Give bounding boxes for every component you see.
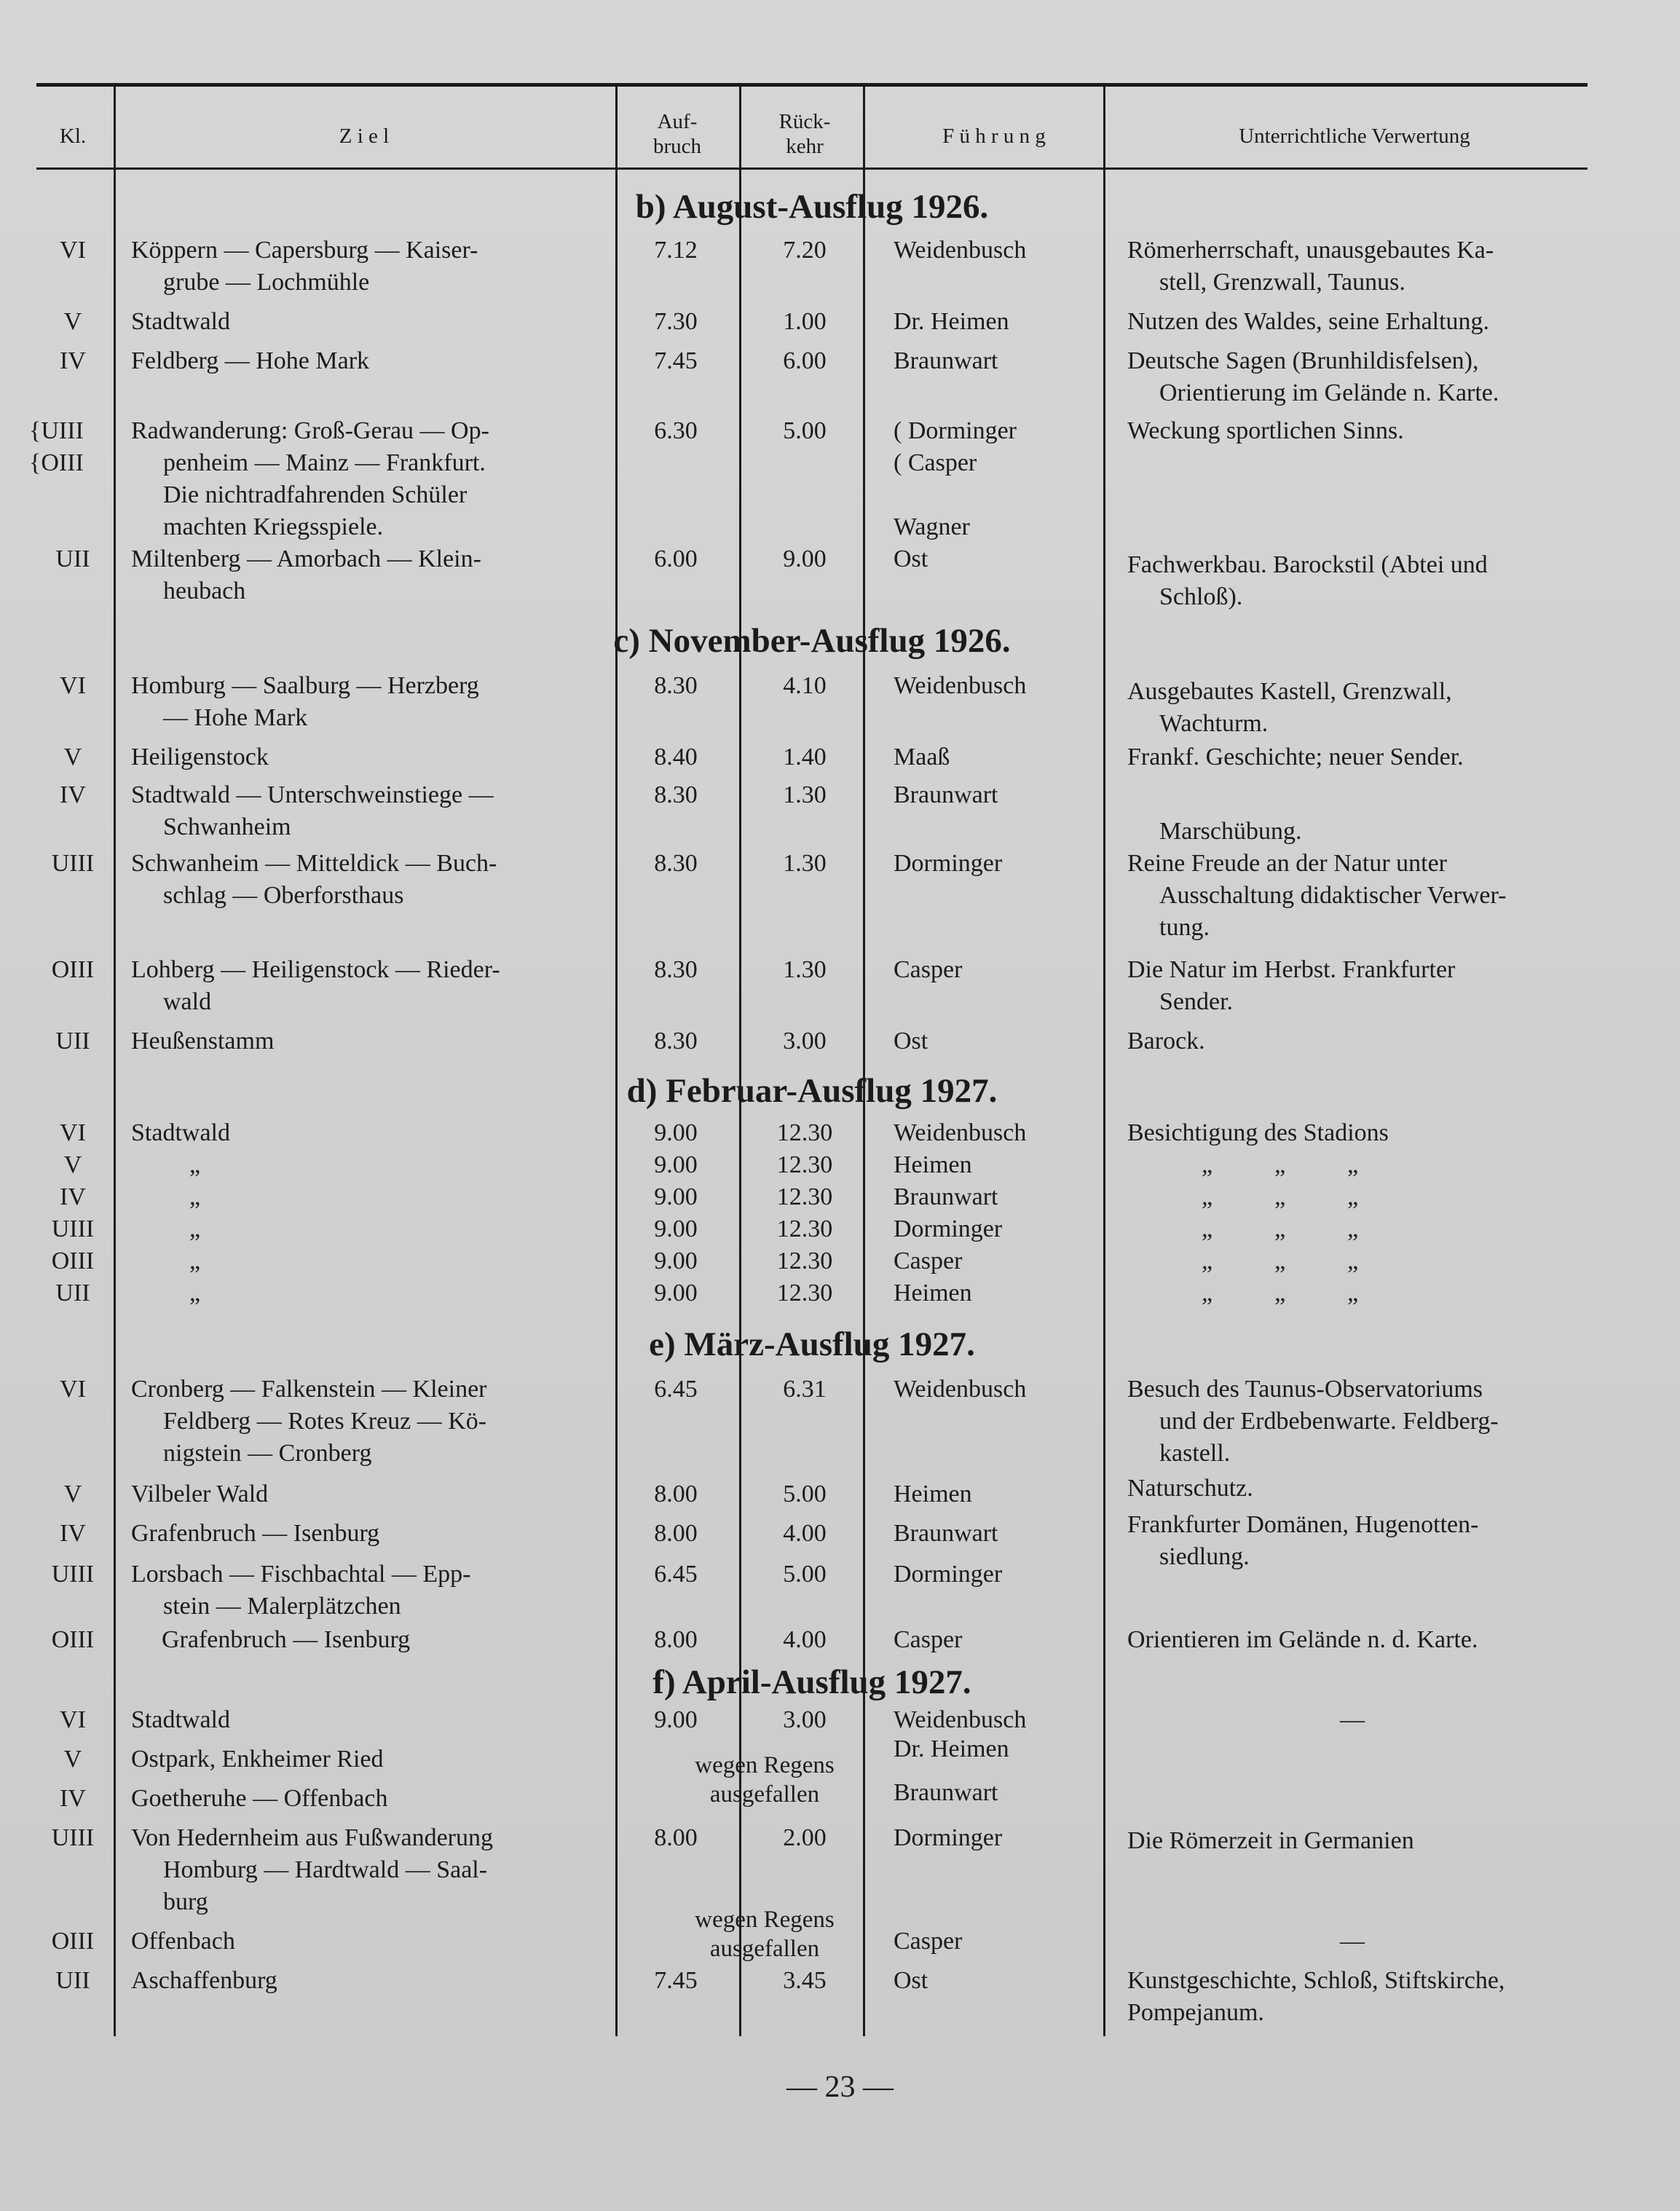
cell-kl: OIII (51, 956, 95, 983)
cell-fuehrung: Maaß (894, 744, 950, 770)
cell-aufbruch: 9.00 (654, 1151, 698, 1178)
cell-fuehrung: Casper (894, 1928, 963, 1955)
cell-ziel: „ (189, 1183, 201, 1210)
cell-ziel: „ (189, 1215, 201, 1242)
cell-kl: UII (55, 1967, 90, 1994)
cell-kl: UIII (51, 1215, 95, 1242)
header-rueckkehr: Rück- kehr (778, 110, 831, 158)
column-rule (615, 84, 618, 2036)
cell-fuehrung: Weidenbusch (894, 1119, 1027, 1146)
cell-fuehrung: Ost (894, 1967, 928, 1994)
cell-verwertung: — (1340, 1706, 1365, 1733)
cell-kl: IV (60, 1520, 86, 1547)
cell-ziel: Ostpark, Enkheimer Ried (131, 1746, 384, 1773)
cell-kl: UII (55, 1280, 90, 1306)
cell-aufbruch: 8.00 (654, 1481, 698, 1508)
cell-rueckkehr: 6.00 (783, 347, 827, 374)
cell-kl: {UIII {OIII (29, 417, 84, 476)
cell-rueckkehr: 4.00 (783, 1520, 827, 1547)
cell-aufbruch: 9.00 (654, 1280, 698, 1306)
cell-verwertung: Reine Freude an der Natur unter Ausschaltung didaktischer Verwer- tung. (1127, 850, 1507, 941)
cell-ziel: Grafenbruch — Isenburg (131, 1520, 380, 1547)
cell-kl: IV (60, 1785, 86, 1812)
cell-aufbruch: 8.30 (654, 850, 698, 877)
cell-verwertung: Naturschutz. (1127, 1475, 1253, 1502)
cell-aufbruch: 7.45 (654, 1967, 698, 1994)
cell-fuehrung: Casper (894, 1626, 963, 1653)
cell-aufbruch: 8.40 (654, 744, 698, 770)
header-kl: Kl. (59, 125, 87, 148)
header-rule (36, 168, 1588, 170)
cell-rueckkehr: 4.10 (783, 672, 827, 699)
cell-kl: OIII (51, 1626, 95, 1653)
cell-aufbruch: 9.00 (654, 1183, 698, 1210)
cell-kl: VI (60, 1706, 86, 1733)
cell-aufbruch: 8.30 (654, 1028, 698, 1055)
cell-ziel: Grafenbruch — Isenburg (162, 1626, 411, 1653)
cell-fuehrung: Ost (894, 545, 928, 572)
cell-kl: IV (60, 781, 86, 808)
cell-rueckkehr: 1.00 (783, 308, 827, 335)
cell-rueckkehr: 12.30 (776, 1119, 833, 1146)
cell-verwertung: „ „ „ (1202, 1151, 1359, 1178)
cell-fuehrung: Ost (894, 1028, 928, 1055)
column-rule (739, 84, 741, 2036)
cell-aufbruch: 8.00 (654, 1824, 698, 1851)
cell-fuehrung: Weidenbusch (894, 237, 1027, 264)
cell-fuehrung: Braunwart (894, 1183, 998, 1210)
section-heading: e) März-Ausflug 1927. (649, 1325, 975, 1363)
cell-fuehrung: Dorminger (894, 850, 1003, 877)
cell-verwertung: Die Römerzeit in Germanien (1127, 1827, 1414, 1854)
cell-rueckkehr: 3.45 (783, 1967, 827, 1994)
section-heading: c) November-Ausflug 1926. (613, 622, 1011, 660)
cell-ziel: Lorsbach — Fischbachtal — Epp- stein — Malerplätzchen (131, 1561, 471, 1620)
cell-kl: VI (60, 1376, 86, 1403)
cancelled-note: wegen Regens ausgefallen (695, 1907, 835, 1962)
cell-fuehrung: Weidenbusch (894, 1376, 1027, 1403)
cell-verwertung: Frankfurter Domänen, Hugenotten- siedlung. (1127, 1511, 1479, 1570)
cell-kl: VI (60, 672, 86, 699)
cell-ziel: „ (189, 1280, 201, 1306)
cell-rueckkehr: 1.40 (783, 744, 827, 770)
cell-fuehrung: Casper (894, 1248, 963, 1274)
cell-ziel: Homburg — Saalburg — Herzberg — Hohe Mark (131, 672, 479, 731)
cell-kl: V (63, 308, 82, 335)
cell-kl: IV (60, 1183, 86, 1210)
cell-verwertung: Marschübung. (1159, 818, 1302, 845)
cell-fuehrung: Dorminger (894, 1215, 1003, 1242)
cancelled-note: wegen Regens ausgefallen (695, 1752, 835, 1808)
cell-verwertung: Frankf. Geschichte; neuer Sender. (1127, 744, 1464, 770)
cell-aufbruch: 7.45 (654, 347, 698, 374)
cell-verwertung: Deutsche Sagen (Brunhildisfelsen), Orientierung im Gelände n. Karte. (1127, 347, 1499, 406)
cell-ziel: Schwanheim — Mitteldick — Buch- schlag — Oberforsthaus (131, 850, 497, 909)
cell-aufbruch: 6.45 (654, 1376, 698, 1403)
cell-fuehrung: Casper (894, 956, 963, 983)
cell-rueckkehr: 2.00 (783, 1824, 827, 1851)
section-heading: d) Februar-Ausflug 1927. (626, 1072, 998, 1110)
header-aufbruch: Auf- bruch (652, 110, 702, 158)
cell-ziel: Vilbeler Wald (131, 1481, 269, 1508)
cell-ziel: Heußenstamm (131, 1028, 275, 1055)
cell-verwertung: Besichtigung des Stadions (1127, 1119, 1389, 1146)
cell-rueckkehr: 12.30 (776, 1183, 833, 1210)
cell-kl: OIII (51, 1928, 95, 1955)
cell-ziel: Stadtwald (131, 1706, 230, 1733)
cell-fuehrung: Braunwart (894, 1779, 998, 1806)
cell-ziel: Stadtwald (131, 308, 230, 335)
top-rule (36, 83, 1588, 87)
cell-aufbruch: 8.30 (654, 672, 698, 699)
cell-verwertung: Besuch des Taunus-Observatoriums und der Erdbebenwarte. Feldberg- kastell. (1127, 1376, 1499, 1467)
cell-ziel: Offenbach (131, 1928, 235, 1955)
cell-ziel: Von Hedernheim aus Fußwanderung Homburg — Hardtwald — Saal- burg (131, 1824, 494, 1915)
cell-ziel: Miltenberg — Amorbach — Klein- heubach (131, 545, 481, 604)
cell-aufbruch: 9.00 (654, 1248, 698, 1274)
cell-verwertung: Die Natur im Herbst. Frankfurter Sender. (1127, 956, 1456, 1015)
cell-verwertung: Orientieren im Gelände n. d. Karte. (1127, 1626, 1478, 1653)
cell-kl: V (63, 1746, 82, 1773)
cell-ziel: Stadtwald — Unterschweinstiege — Schwanheim (131, 781, 494, 840)
cell-kl: OIII (51, 1248, 95, 1274)
cell-verwertung: Weckung sportlichen Sinns. (1127, 417, 1404, 444)
cell-verwertung: „ „ „ (1202, 1280, 1359, 1306)
cell-verwertung: „ „ „ (1202, 1183, 1359, 1210)
cell-rueckkehr: 5.00 (783, 1481, 827, 1508)
cell-fuehrung: Heimen (894, 1151, 972, 1178)
cell-ziel: Feldberg — Hohe Mark (131, 347, 370, 374)
cell-ziel: „ (189, 1248, 201, 1274)
cell-fuehrung: Braunwart (894, 347, 998, 374)
cell-rueckkehr: 3.00 (783, 1028, 827, 1055)
cell-verwertung: Fachwerkbau. Barockstil (Abtei und Schloß). (1127, 551, 1488, 610)
cell-kl: VI (60, 1119, 86, 1146)
header-verwertung: Unterrichtliche Verwertung (1239, 125, 1470, 148)
cell-verwertung: „ „ „ (1202, 1215, 1359, 1242)
cell-ziel: Lohberg — Heiligenstock — Rieder- wald (131, 956, 500, 1015)
cell-verwertung: Nutzen des Waldes, seine Erhaltung. (1127, 308, 1490, 335)
cell-aufbruch: 6.45 (654, 1561, 698, 1588)
cell-kl: V (63, 1481, 82, 1508)
cell-aufbruch: 8.00 (654, 1626, 698, 1653)
cell-aufbruch: 8.30 (654, 781, 698, 808)
cell-ziel: Cronberg — Falkenstein — Kleiner Feldberg — Rotes Kreuz — Kö- nigstein — Cronberg (131, 1376, 487, 1467)
cell-aufbruch: 9.00 (654, 1119, 698, 1146)
cell-rueckkehr: 1.30 (783, 956, 827, 983)
cell-kl: UIII (51, 1561, 95, 1588)
cell-ziel: „ (189, 1151, 201, 1178)
cell-fuehrung: Braunwart (894, 781, 998, 808)
cell-verwertung: Römerherrschaft, unausgebautes Ka- stell, Grenzwall, Taunus. (1127, 237, 1494, 296)
cell-rueckkehr: 12.30 (776, 1215, 833, 1242)
section-heading: f) April-Ausflug 1927. (652, 1663, 971, 1701)
cell-kl: UII (55, 545, 90, 572)
cell-aufbruch: 9.00 (654, 1706, 698, 1733)
cell-verwertung: Ausgebautes Kastell, Grenzwall, Wachturm. (1127, 678, 1452, 737)
cell-aufbruch: 7.30 (654, 308, 698, 335)
cell-fuehrung: ( Dorminger ( Casper Wagner (894, 417, 1017, 540)
cell-fuehrung: Weidenbusch (894, 1706, 1027, 1733)
cell-rueckkehr: 7.20 (783, 237, 827, 264)
cell-aufbruch: 9.00 (654, 1215, 698, 1242)
cell-aufbruch: 8.00 (654, 1520, 698, 1547)
cell-rueckkehr: 6.31 (783, 1376, 827, 1403)
cell-aufbruch: 7.12 (654, 237, 698, 264)
cell-rueckkehr: 9.00 (783, 545, 827, 572)
cell-ziel: Goetheruhe — Offenbach (131, 1785, 388, 1812)
header-ziel: Z i e l (339, 125, 390, 148)
cell-verwertung: „ „ „ (1202, 1248, 1359, 1274)
cell-verwertung: — (1340, 1928, 1365, 1955)
cell-fuehrung: Dr. Heimen (894, 1735, 1009, 1762)
cell-ziel: Stadtwald (131, 1119, 230, 1146)
cell-ziel: Köppern — Capersburg — Kaiser- grube — Lochmühle (131, 237, 478, 296)
cell-rueckkehr: 5.00 (783, 417, 827, 444)
header-fuehrung: F ü h r u n g (942, 125, 1046, 148)
cell-rueckkehr: 12.30 (776, 1151, 833, 1178)
cell-rueckkehr: 5.00 (783, 1561, 827, 1588)
cell-kl: V (63, 1151, 82, 1178)
cell-verwertung: Kunstgeschichte, Schloß, Stiftskirche, Pompejanum. (1127, 1967, 1505, 2026)
cell-ziel: Heiligenstock (131, 744, 269, 770)
cell-kl: UII (55, 1028, 90, 1055)
cell-fuehrung: Dorminger (894, 1824, 1003, 1851)
cell-fuehrung: Weidenbusch (894, 672, 1027, 699)
column-rule (863, 84, 865, 2036)
cell-kl: IV (60, 347, 86, 374)
cell-rueckkehr: 12.30 (776, 1248, 833, 1274)
cell-fuehrung: Heimen (894, 1280, 972, 1306)
cell-verwertung: Barock. (1127, 1028, 1205, 1055)
cell-rueckkehr: 4.00 (783, 1626, 827, 1653)
cell-rueckkehr: 1.30 (783, 781, 827, 808)
cell-ziel: Aschaffenburg (131, 1967, 277, 1994)
cell-kl: UIII (51, 1824, 95, 1851)
cell-fuehrung: Dr. Heimen (894, 308, 1009, 335)
cell-rueckkehr: 12.30 (776, 1280, 833, 1306)
cell-fuehrung: Heimen (894, 1481, 972, 1508)
cell-kl: VI (60, 237, 86, 264)
cell-aufbruch: 6.00 (654, 545, 698, 572)
cell-rueckkehr: 1.30 (783, 850, 827, 877)
cell-aufbruch: 8.30 (654, 956, 698, 983)
cell-kl: V (63, 744, 82, 770)
cell-ziel: Radwanderung: Groß-Gerau — Op- penheim — Mainz — Frankfurt. Die nichtradfahrenden Schüler machten Kriegsspiele. (131, 417, 489, 540)
cell-rueckkehr: 3.00 (783, 1706, 827, 1733)
page-number: — 23 — (786, 2070, 894, 2104)
cell-aufbruch: 6.30 (654, 417, 698, 444)
cell-fuehrung: Braunwart (894, 1520, 998, 1547)
section-heading: b) August-Ausflug 1926. (635, 188, 989, 226)
cell-fuehrung: Dorminger (894, 1561, 1003, 1588)
cell-kl: UIII (51, 850, 95, 877)
